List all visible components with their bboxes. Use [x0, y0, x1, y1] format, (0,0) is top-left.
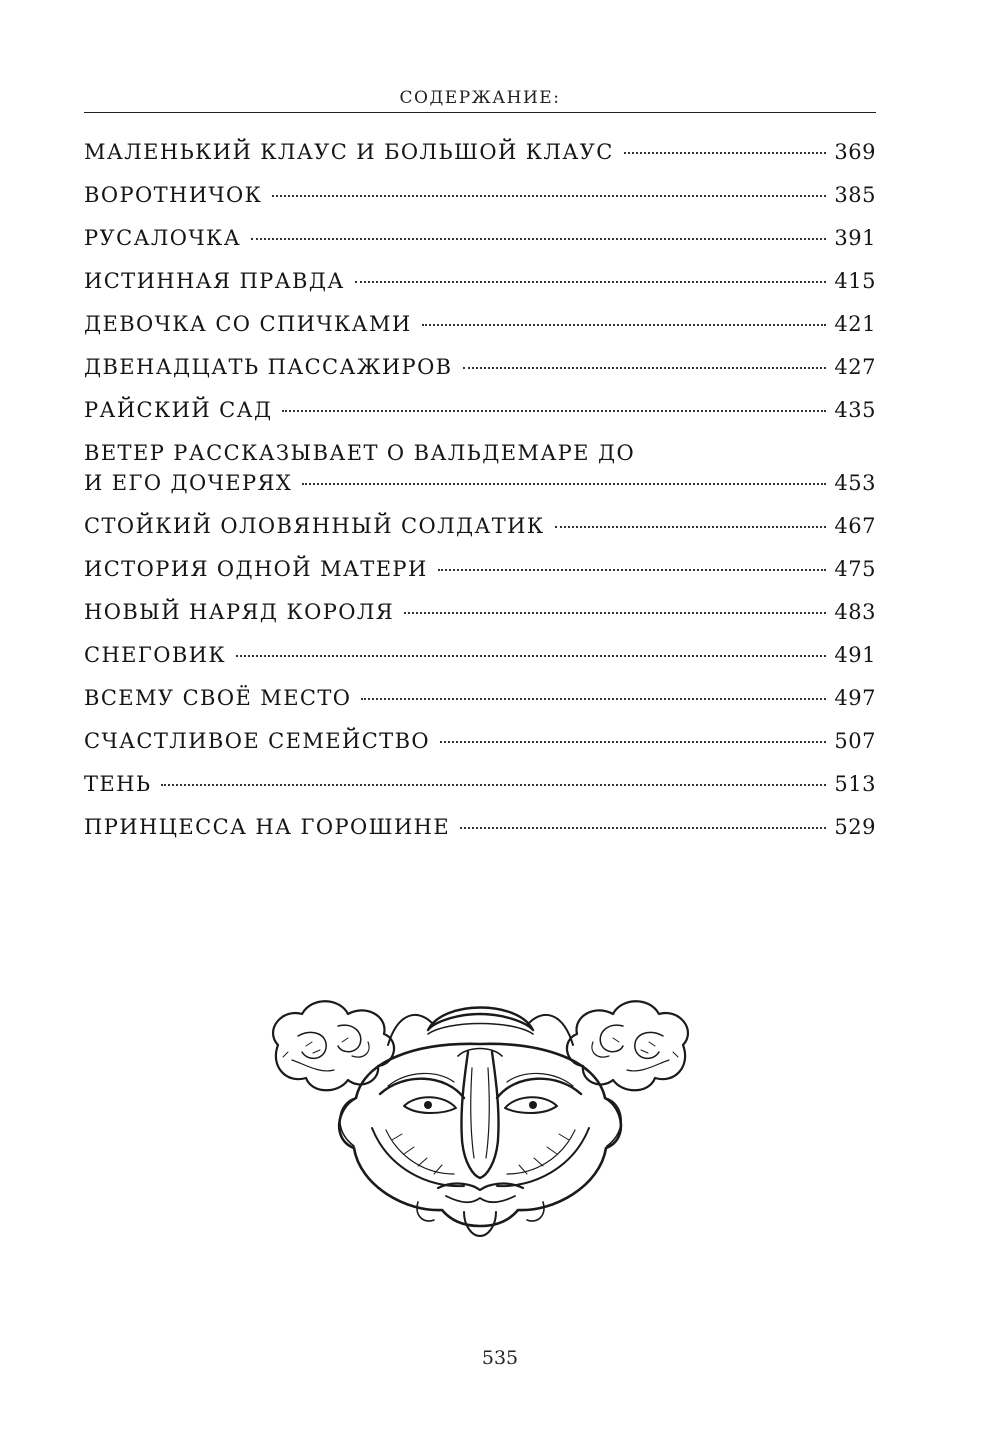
- toc-entry[interactable]: [84, 388, 876, 431]
- toc-entry-title: СЧАСТЛИВОЕ СЕМЕЙСТВО: [84, 728, 431, 753]
- toc-entry-page: 483: [834, 599, 876, 624]
- toc-entry-page: 529: [834, 814, 876, 839]
- dot-leader: [422, 324, 827, 326]
- dot-leader: [361, 698, 826, 700]
- toc-entry-title: ИСТОРИЯ ОДНОЙ МАТЕРИ: [84, 556, 428, 581]
- toc-entry-title: ВОРОТНИЧОК: [84, 182, 263, 207]
- toc-entry-page: 369: [834, 139, 876, 164]
- toc-entry-page: 467: [834, 513, 876, 538]
- dot-leader: [624, 152, 827, 154]
- toc-entry-title: СТОЙКИЙ ОЛОВЯННЫЙ СОЛДАТИК: [84, 513, 545, 538]
- toc-entry[interactable]: [84, 590, 876, 633]
- toc-entry-page: 507: [834, 728, 876, 753]
- dot-leader: [302, 483, 826, 485]
- dot-leader: [440, 741, 826, 743]
- toc-entry[interactable]: [84, 130, 876, 173]
- toc-entry-title: РУСАЛОЧКА: [84, 225, 242, 250]
- dot-leader: [438, 569, 827, 571]
- toc-entry[interactable]: [84, 173, 876, 216]
- toc-entry[interactable]: [84, 216, 876, 259]
- dot-leader: [272, 195, 826, 197]
- toc-entry-title: СНЕГОВИК: [84, 642, 227, 667]
- toc-entry-page: 415: [834, 268, 876, 293]
- dot-leader: [404, 612, 826, 614]
- toc-entry-page: 385: [834, 182, 876, 207]
- toc-entry[interactable]: [84, 345, 876, 388]
- toc-entry-title: ВСЕМУ СВОЁ МЕСТО: [84, 685, 352, 710]
- toc-entry-title-line2: И ЕГО ДОЧЕРЯХ: [84, 470, 293, 495]
- toc-entry-title: МАЛЕНЬКИЙ КЛАУС И БОЛЬШОЙ КЛАУС: [84, 139, 614, 164]
- dot-leader: [251, 238, 826, 240]
- dot-leader: [282, 410, 826, 412]
- toc-entry[interactable]: [84, 762, 876, 805]
- toc-entry[interactable]: [84, 805, 876, 848]
- toc-entry-page: 421: [834, 311, 876, 336]
- toc-entry[interactable]: [84, 719, 876, 762]
- toc-entry-page: 513: [834, 771, 876, 796]
- table-of-contents: [84, 130, 876, 848]
- toc-entry-page: 453: [834, 470, 876, 495]
- toc-entry-page: 491: [834, 642, 876, 667]
- toc-entry-page: 475: [834, 556, 876, 581]
- toc-entry-page: 427: [834, 354, 876, 379]
- toc-entry[interactable]: [84, 633, 876, 676]
- toc-entry-title: РАЙСКИЙ САД: [84, 397, 273, 422]
- toc-entry[interactable]: [84, 259, 876, 302]
- toc-entry-page: 497: [834, 685, 876, 710]
- toc-entry-page: 391: [834, 225, 876, 250]
- toc-entry-title: ИСТИННАЯ ПРАВДА: [84, 268, 345, 293]
- dot-leader: [161, 784, 826, 786]
- toc-entry[interactable]: [84, 302, 876, 345]
- toc-entry[interactable]: [84, 676, 876, 719]
- toc-entry[interactable]: [84, 431, 876, 504]
- grotesque-mask-ornament-icon: [268, 990, 693, 1240]
- toc-entry-title: ДВЕНАДЦАТЬ ПАССАЖИРОВ: [84, 354, 453, 379]
- dot-leader: [236, 655, 826, 657]
- toc-entry-title: ДЕВОЧКА СО СПИЧКАМИ: [84, 311, 412, 336]
- toc-entry-page: 435: [834, 397, 876, 422]
- header-rule: [84, 112, 876, 113]
- toc-entry-title: НОВЫЙ НАРЯД КОРОЛЯ: [84, 599, 395, 624]
- dot-leader: [463, 367, 827, 369]
- dot-leader: [355, 281, 827, 283]
- toc-entry-title: ПРИНЦЕССА НА ГОРОШИНЕ: [84, 814, 451, 839]
- toc-entry-title: ТЕНЬ: [84, 771, 152, 796]
- dot-leader: [555, 526, 827, 528]
- toc-entry-title-line1: ВЕТЕР РАССКАЗЫВАЕТ О ВАЛЬДЕМАРЕ ДО: [84, 440, 636, 465]
- toc-entry[interactable]: [84, 547, 876, 590]
- running-header: СОДЕРЖАНИЕ:: [399, 88, 561, 108]
- page-number: 535: [481, 1347, 519, 1369]
- dot-leader: [460, 827, 826, 829]
- toc-entry[interactable]: [84, 504, 876, 547]
